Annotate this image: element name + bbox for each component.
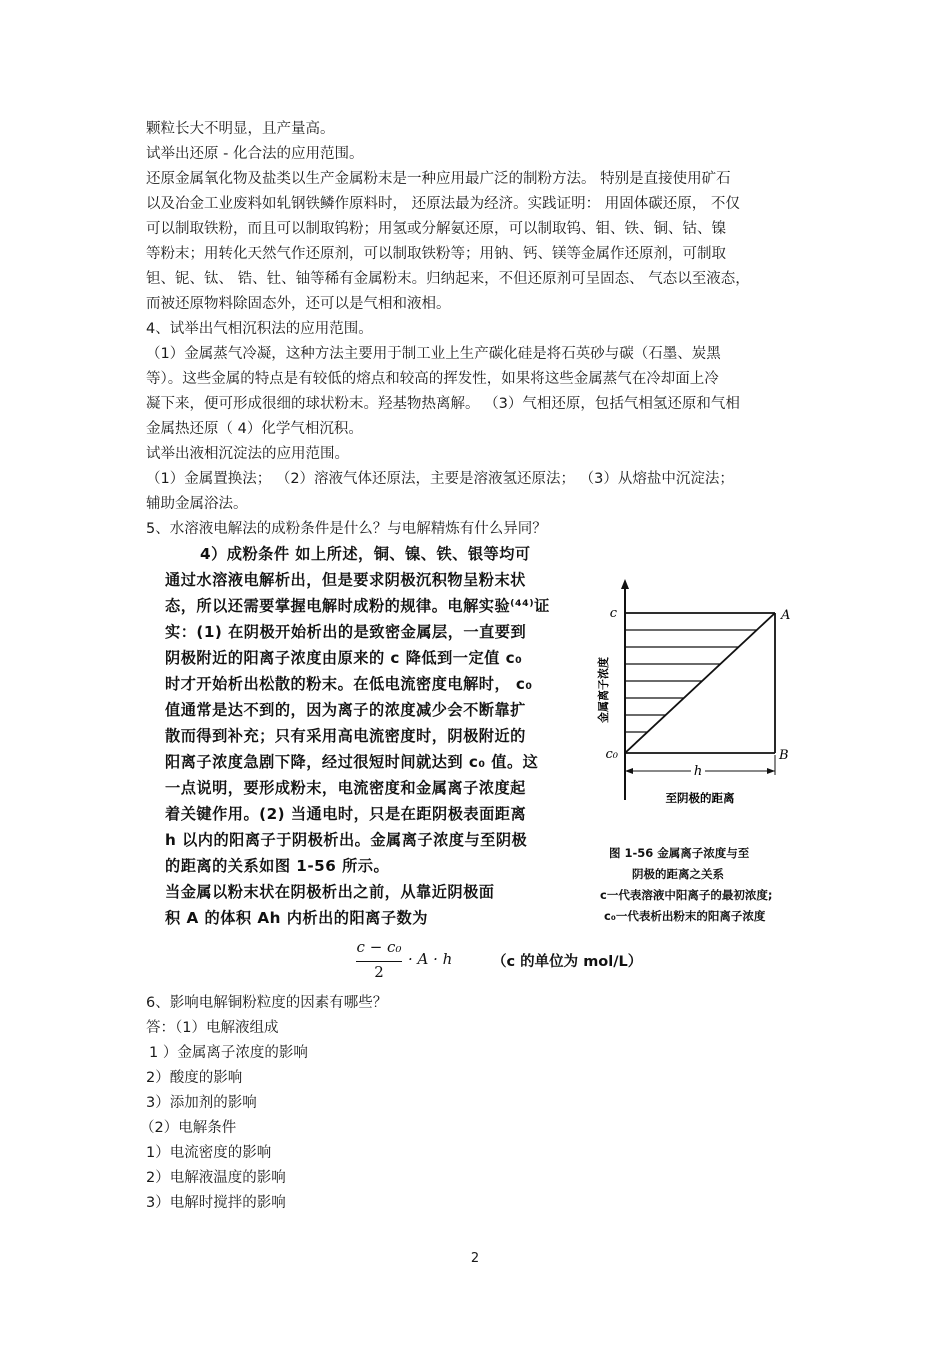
scan-line: 当金属以粉末状在阴极析出之前，从靠近阴极面 [165,883,495,901]
answer-line: 1 ）金属离子浓度的影响 [149,1045,308,1061]
scan-line: 通过水溶液电解析出，但是要求阴极沉积物呈粉末状 [165,571,526,589]
scan-line: 着关键作用。(2) 当通电时，只是在距阴极表面距离 [165,805,527,823]
text-line: 而被还原物料除固态外，还可以是气相和液相。 [146,296,451,312]
answer-line: 1）电流密度的影响 [146,1145,272,1161]
question-6: 6、影响电解铜粉粒度的因素有哪些？ [146,995,388,1011]
answer-line: 3）电解时搅拌的影响 [146,1195,286,1211]
answer-line: 2）酸度的影响 [146,1070,243,1086]
formula-rest: · A · h [408,950,453,968]
scan-line: 实：(1) 在阴极开始析出的是致密金属层，一直要到 [165,623,527,641]
text-line: （1）金属置换法； （2）溶液气体还原法，主要是溶液氢还原法； （3）从熔盐中沉淀法； [146,471,734,487]
question-reduction: 试举出还原 - 化合法的应用范围。 [146,146,364,162]
caption-line: 阴极的距离之关系 [632,867,724,881]
y-axis-label: 金属离子浓度 [597,657,610,723]
arrow-left-icon [625,768,633,774]
formula-numerator: c − c₀ [356,938,402,956]
scan-line: 4）成粉条件 如上所述，铜、镍、铁、银等均可 [200,545,531,563]
page-number: 2 [470,1251,480,1266]
text-line: 颗粒长大不明显，且产量高。 [146,121,335,137]
scan-line: 阳离子浓度急剧下降，经过很短时间就达到 c₀ 值。这 [165,753,539,771]
scan-line: h 以内的阳离子于阴极析出。金属离子浓度与至阴极 [165,831,528,849]
text-line: 以及冶金工业废料如轧钢铁鳞作原料时， 还原法最为经济。实践证明： 用固体碳还原， 不仅 [146,196,740,212]
question-liquid: 试举出液相沉淀法的应用范围。 [146,446,349,462]
caption-line: c一代表溶液中阳离子的最初浓度; [600,888,773,902]
text-line: 辅助金属浴法。 [146,496,248,512]
x-axis-label: 至阴极的距离 [665,791,735,805]
text-line: 凝下来，便可形成很细的球状粉末。羟基物热离解。 （3）气相还原，包括气相氢还原和气相 [146,396,740,412]
text-line: 金属热还原（ 4）化学气相沉积。 [146,421,363,437]
arrow-right-icon [767,768,775,774]
scan-line: 态，所以还需要掌握电解时成粉的规律。电解实验⁽⁴⁴⁾证 [165,597,550,615]
scan-line: 阴极附近的阳离子浓度由原来的 c 降低到一定值 c₀ [165,649,523,667]
scan-line: 的距离的关系如图 1-56 所示。 [165,857,390,875]
diagonal-c0-A [625,613,775,753]
question-5: 5、水溶液电解法的成粉条件是什么？与电解精炼有什么异同？ [146,521,547,537]
arrow-up-icon [621,579,629,589]
answer-line: （2）电解条件 [140,1120,237,1136]
label-h: h [693,764,703,779]
scan-line: 值通常是达不到的，因为离子的浓度减少会不断靠扩 [165,701,526,719]
caption-line: 图 1-56 金属离子浓度与至 [609,846,750,860]
caption-line: c₀一代表析出粉末的阳离子浓度 [604,909,766,923]
text-line: 还原金属氧化物及盐类以生产金属粉末是一种应用最广泛的制粉方法。 特别是直接使用矿石 [146,171,731,187]
text-line: （1）金属蒸气冷凝，这种方法主要用于制工业上生产碳化硅是将石英砂与碳（石墨、炭黑 [146,346,721,362]
hatch-lines [625,630,757,732]
label-c0: c₀ [605,747,618,762]
question-4: 4、试举出气相沉积法的应用范围。 [146,321,373,337]
label-B: B [779,748,789,763]
answer-line: 答：（1）电解液组成 [146,1020,279,1036]
label-A: A [781,608,791,623]
answer-line: 2）电解液温度的影响 [146,1170,286,1186]
formula-denominator: 2 [374,963,384,981]
scan-line: 散而得到补充；只有采用高电流密度时，阴极附近的 [165,727,526,745]
label-c: c [609,606,617,621]
answer-line: 3）添加剂的影响 [146,1095,257,1111]
scan-line: 积 A 的体积 Ah 内析出的阳离子数为 [165,909,428,927]
scan-line: 一点说明，要形成粉末，电流密度和金属离子浓度起 [165,779,526,797]
text-line: 等粉末；用转化天然气作还原剂，可以制取铁粉等；用钠、钙、镁等金属作还原剂，可制取 [146,246,726,262]
text-line: 可以制取铁粉，而且可以制取钨粉；用氢或分解氨还原，可以制取钨、钼、铁、铜、钴、镍 [146,221,726,237]
figure-concentration-distance [585,575,805,815]
text-line: 等）。这些金属的特点是有较低的熔点和较高的挥发性，如果将这些金属蒸气在冷却面上冷 [146,371,719,387]
formula-unit-note: （c 的单位为 mol/L） [492,954,643,970]
scan-line: 时才开始析出松散的粉末。在低电流密度电解时， c₀ [165,675,533,693]
text-line: 钽、铌、钛、 锆、钍、铀等稀有金属粉末。归纳起来，不但还原剂可呈固态、 气态以至液态， [146,271,750,287]
